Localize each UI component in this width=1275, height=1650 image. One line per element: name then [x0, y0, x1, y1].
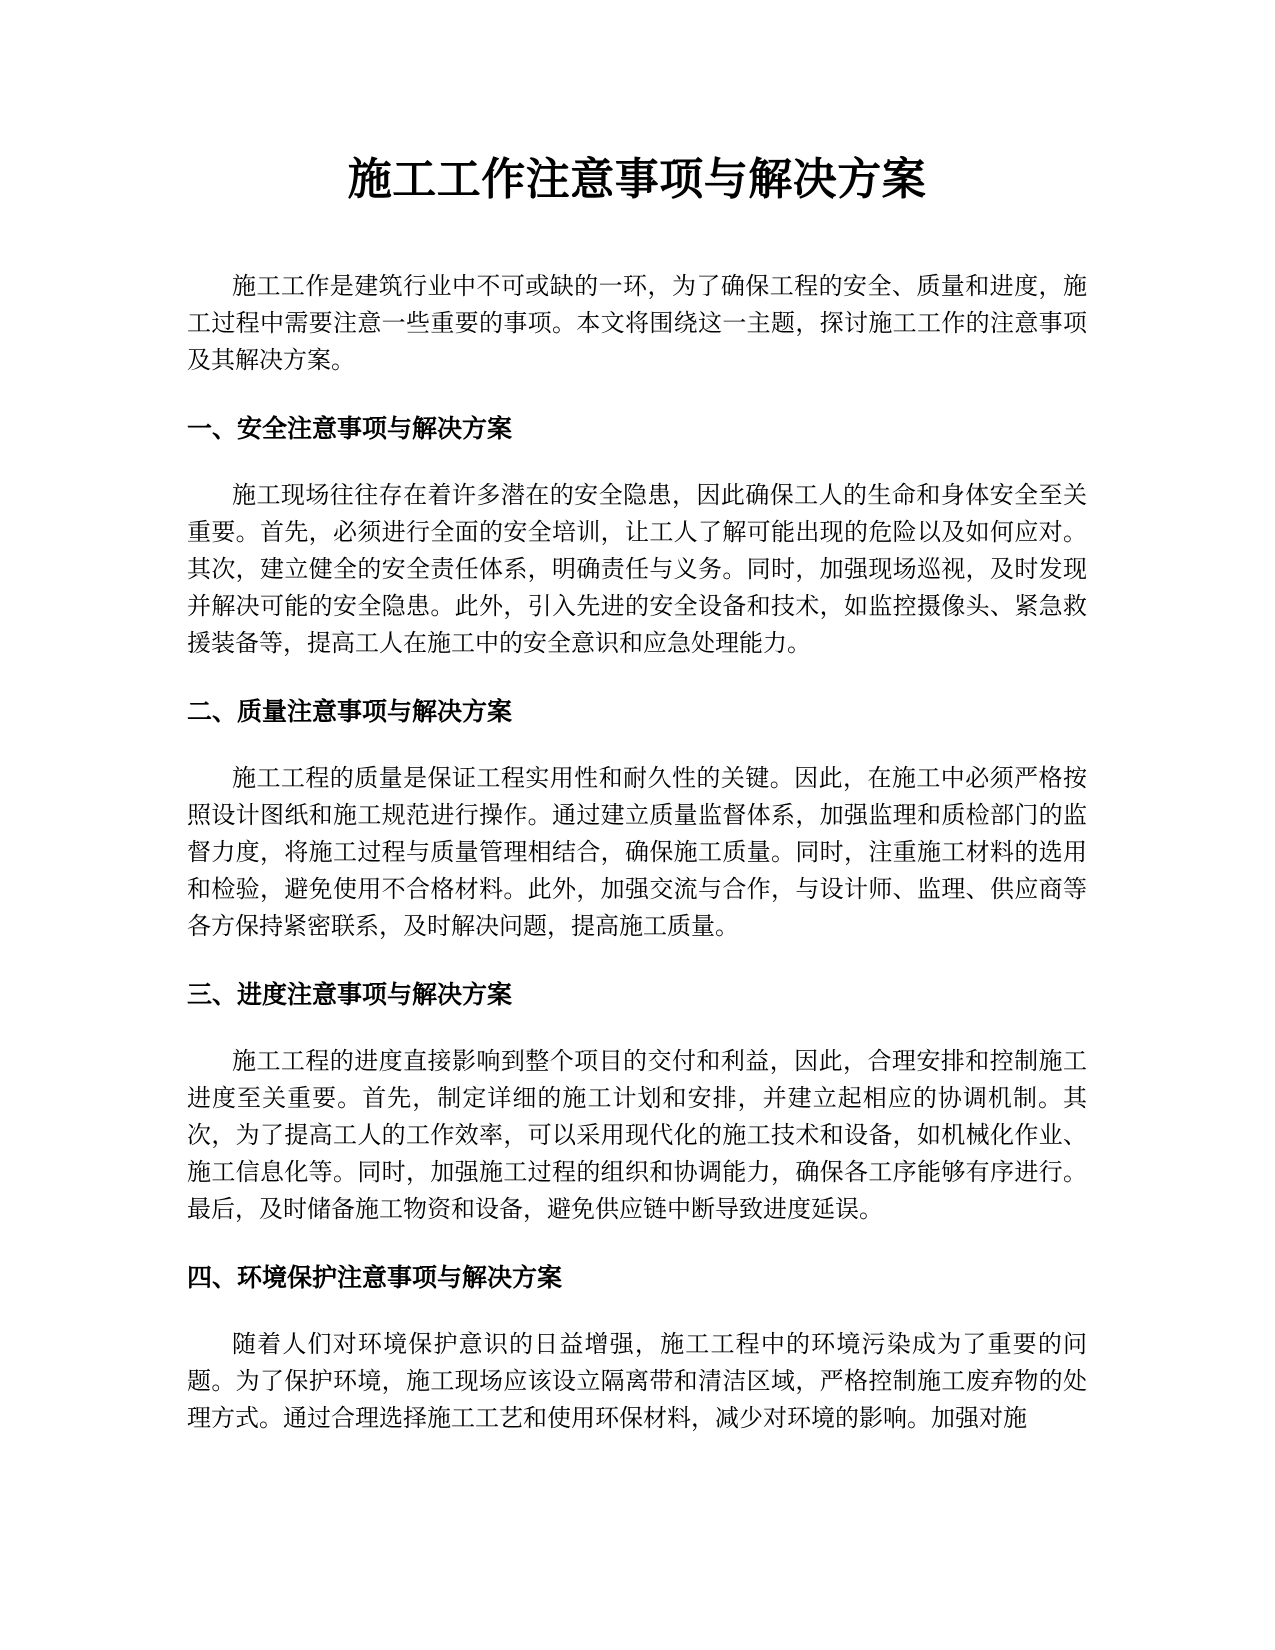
- section-heading-environment: 四、环境保护注意事项与解决方案: [187, 1263, 563, 1292]
- document-title: 施工工作注意事项与解决方案: [347, 154, 927, 205]
- section-heading-quality: 二、质量注意事项与解决方案: [187, 697, 513, 726]
- section-body-schedule: 施工工程的进度直接影响到整个项目的交付和利益，因此，合理安排和控制施工进度至关重要。首先，制定详细的施工计划和安排，并建立起相应的协调机制。其次，为了提高工人的工作效率，可以采用现代化的施工技术和设备，如机械化作业、施工信息化等。同时，加强施工过程的组织和协调能力，确保各工序能够有序进行。最后，及时储备施工物资和设备，避免供应链中断导致进度延误。: [187, 1047, 1087, 1223]
- section-heading-schedule: 三、进度注意事项与解决方案: [187, 980, 513, 1009]
- section-body-safety: 施工现场往往存在着许多潜在的安全隐患，因此确保工人的生命和身体安全至关重要。首先，必须进行全面的安全培训，让工人了解可能出现的危险以及如何应对。其次，建立健全的安全责任体系，明确责任与义务。同时，加强现场巡视，及时发现并解决可能的安全隐患。此外，引入先进的安全设备和技术，如监控摄像头、紧急救援装备等，提高工人在施工中的安全意识和应急处理能力。: [187, 481, 1087, 657]
- section-body-environment: 随着人们对环境保护意识的日益增强，施工工程中的环境污染成为了重要的问题。为了保护环境，施工现场应该设立隔离带和清洁区域，严格控制施工废弃物的处理方式。通过合理选择施工工艺和使用环保材料，减少对环境的影响。加强对施: [187, 1330, 1087, 1432]
- intro-paragraph: 施工工作是建筑行业中不可或缺的一环，为了确保工程的安全、质量和进度，施工过程中需要注意一些重要的事项。本文将围绕这一主题，探讨施工工作的注意事项及其解决方案。: [187, 272, 1087, 374]
- section-body-quality: 施工工程的质量是保证工程实用性和耐久性的关键。因此，在施工中必须严格按照设计图纸和施工规范进行操作。通过建立质量监督体系，加强监理和质检部门的监督力度，将施工过程与质量管理相结合，确保施工质量。同时，注重施工材料的选用和检验，避免使用不合格材料。此外，加强交流与合作，与设计师、监理、供应商等各方保持紧密联系，及时解决问题，提高施工质量。: [187, 764, 1087, 940]
- document-content: [187, 140, 1087, 1437]
- section-heading-safety: 一、安全注意事项与解决方案: [187, 414, 513, 443]
